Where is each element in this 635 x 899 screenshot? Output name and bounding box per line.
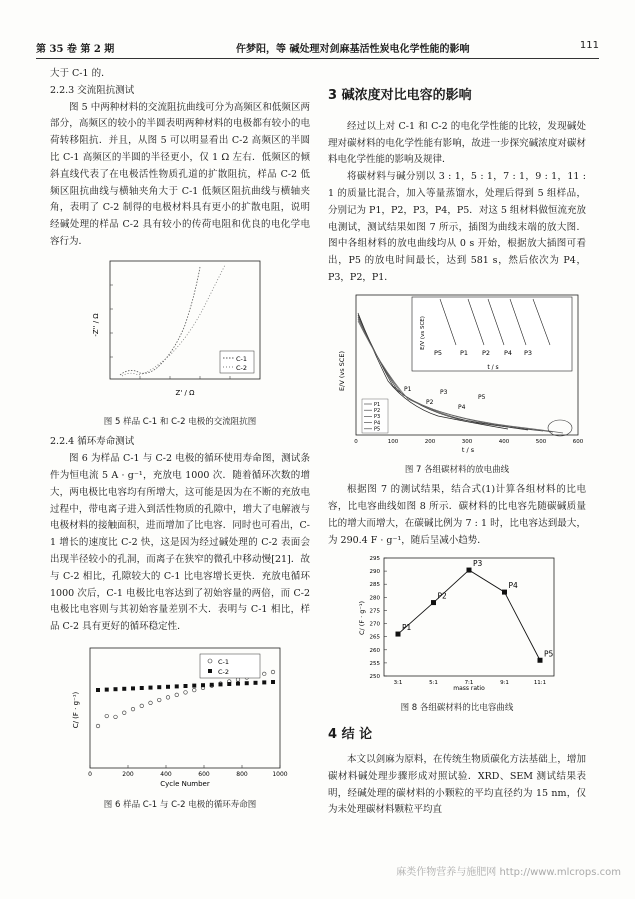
inset-label: P1 <box>460 348 469 357</box>
legend-label: P5 <box>374 426 381 433</box>
inset-label: P2 <box>482 348 491 357</box>
x-axis-label: Cycle Number <box>160 779 210 788</box>
x-tick-label: 800 <box>236 770 248 778</box>
c1-marker <box>166 695 170 699</box>
x-tick-label: 600 <box>572 438 584 445</box>
x-tick-label: 100 <box>387 438 399 445</box>
c1-marker <box>184 691 188 695</box>
paragraph: 根据图 7 的测试结果，结合式(1)计算各组材料的比电容，比电容曲线如图 8 所示．碳材料的比电容先随碳碱质量比的增大而增大，在碳碱比例为 7 : 1 时，比电容达到最大，为 290.4 F · g⁻¹，随后呈减小趋势． <box>328 484 586 546</box>
legend-label: P4 <box>374 420 381 427</box>
x-tick-label: 400 <box>160 770 172 778</box>
x-tick-label: 300 <box>461 438 473 445</box>
inset-y-label: E/V (vs SCE) <box>420 315 426 350</box>
x-tick-label: 0 <box>354 438 358 445</box>
curve-label: P3 <box>440 388 448 396</box>
legend-c1: C-1 <box>236 354 248 363</box>
c2-marker <box>262 680 266 684</box>
c2-marker <box>157 685 161 689</box>
x-tick-label: 400 <box>498 438 510 445</box>
impedance-plot <box>50 255 310 405</box>
point-label: P5 <box>544 648 554 658</box>
c2-marker <box>219 682 223 686</box>
x-tick-label: 200 <box>122 770 134 778</box>
inset-label: P5 <box>434 348 443 357</box>
x-tick-label: 5:1 <box>429 679 438 686</box>
c2-marker <box>210 683 214 687</box>
x-tick-label: 0 <box>88 770 92 778</box>
c1-marker <box>149 701 153 705</box>
c2-marker <box>96 688 100 692</box>
figure-5 <box>50 255 310 431</box>
paragraph: 图 5 中两种材料的交流阻抗曲线可分为高频区和低频区两部分，高频区的较小的半圆表明两种材料的电极都有较小的电荷转移阻抗．并且，从图 5 可以明显看出 C-2 高频区的半圆比 C-1 高频区的半圆的半径更小，仅 1 Ω 左右．低频区的倾斜直线代表了在电极活性物质孔道的扩散阻抗，样品 C-2 低频区阻抗曲线与横轴夹角大于 C-1 低频区阻抗曲线与横轴夹角，表明了 C-2 制得的电极材料具有更小的扩散电阻，说明经碱处理的样品 C-2 具有较小的传荷电阻和优良的电化学电容行为． <box>50 101 310 247</box>
c1-marker <box>122 711 126 715</box>
figure-6 <box>50 640 310 814</box>
y-tick-label: 265 <box>369 634 380 641</box>
x-tick-label: 600 <box>198 770 210 778</box>
paragraph: 将碳材料与碱分别以 3 : 1，5 : 1，7 : 1，9 : 1，11 : 1 的质量比混合，加入等量蒸馏水，处理后得到 5 组样品，分别记为 P1，P2，P3，P4，P5．对这 5 组材料做恒流充放电测试，测试结果如图 7 所示，插图为曲线末端的放大图．图中各组材料的放电曲线均从 0 s 开始，根据放大插图可看出，P5 的放电时间最长，达到 581 s，然后依次为 P4，P3，P2，P1． <box>328 171 586 283</box>
data-point <box>396 631 401 636</box>
c2-marker <box>254 681 258 685</box>
c1-marker <box>262 672 266 676</box>
running-title: 仵梦阳，等 碱处理对剑麻基活性炭电化学性能的影响 <box>236 44 470 55</box>
c2-marker <box>131 686 135 690</box>
x-tick-label: 200 <box>424 438 436 445</box>
c2-marker <box>105 688 109 692</box>
x-tick-label: 9:1 <box>500 679 509 686</box>
inset-label: P4 <box>504 348 513 357</box>
x-tick-label: 3:1 <box>393 679 403 686</box>
issue-label: 第 35 卷 第 2 期 <box>36 44 115 55</box>
section-heading: 3 碱浓度对比电容的影响 <box>328 88 472 103</box>
point-label: P1 <box>402 622 412 632</box>
curve-label: P2 <box>426 398 434 406</box>
x-tick-label: 7:1 <box>464 679 474 686</box>
c1-marker <box>140 704 144 708</box>
c1-marker <box>114 715 118 719</box>
paragraph: 图 6 为样品 C-1 与 C-2 电极的循环使用寿命图，测试条件为恒电流 5 A · g⁻¹，充放电 1000 次．随着循环次数的增大，两电极比电容均有所增大，这可能是因为在不断的充放电过程中，带电离子进入到活性物质的孔隙中，增大了电解液与电极材料的接触面积，进而增加了比电容．同时也可看出，C-1 增长的速度比 C-2 快，这是因为经过碱处理的 C-2 表面会出现半径较小的孔洞，而离子在狭窄的微孔中移动慢[21]．故与 C-2 相比，孔隙较大的 C-1 比电容增长更快．充放电循环 1000 次后，C-1 电极比电容达到了初始容量的两倍，而 C-2 电极比电容则与其初始容量差别不大．表明与 C-1 相比，样品 C-2 具有更好的循环稳定性． <box>50 453 310 633</box>
y-axis-label: C/ (F · g⁻¹) <box>358 600 366 635</box>
curve-label: P1 <box>404 385 412 393</box>
c2-marker <box>245 681 249 685</box>
figure-5-caption: 图 5 样品 C-1 和 C-2 电极的交流阻抗图 <box>103 416 257 427</box>
data-point <box>502 589 507 594</box>
watermark: 麻类作物营养与施肥网 http://www.mlcrops.com <box>396 867 621 878</box>
c2-marker <box>192 684 196 688</box>
page-number: 111 <box>579 40 599 51</box>
x-axis-label: t / s <box>461 445 475 453</box>
c1-marker <box>105 714 109 718</box>
c1-marker <box>131 707 135 711</box>
x-tick-label: 1000 <box>272 770 288 778</box>
c2-marker <box>227 682 231 686</box>
y-tick-label: 275 <box>369 607 380 614</box>
legend-label: P3 <box>374 413 381 420</box>
legend-c2: C-2 <box>236 363 248 372</box>
c1-marker <box>271 670 275 674</box>
data-point <box>467 567 472 572</box>
y-axis-label: -Z'' / Ω <box>92 313 100 337</box>
c1-marker <box>175 693 179 697</box>
inset-label: P3 <box>524 348 533 357</box>
y-tick-label: 290 <box>369 568 380 575</box>
series-c1-curve <box>120 267 200 375</box>
curve-label: P4 <box>458 403 466 411</box>
y-tick-label: 285 <box>369 581 380 588</box>
point-label: P2 <box>437 591 447 601</box>
legend-c1: C-1 <box>218 657 230 666</box>
cycle-life-plot <box>50 640 310 788</box>
data-point <box>431 600 436 605</box>
c2-marker <box>236 682 240 686</box>
x-tick-label: 11:1 <box>533 679 547 686</box>
x-axis-label: mass ratio <box>453 684 485 692</box>
series-c2-curve <box>122 265 225 376</box>
c2-marker <box>140 686 144 690</box>
c2-marker <box>175 684 179 688</box>
figure-7 <box>328 291 586 479</box>
c2-marker <box>149 686 153 690</box>
figure-6-caption: 图 6 样品 C-1 与 C-2 电极的循环寿命图 <box>103 799 257 810</box>
figure-7-caption: 图 7 各组碳材料的放电曲线 <box>404 464 510 475</box>
figure-8 <box>328 554 586 718</box>
y-tick-label: 255 <box>369 660 380 667</box>
figure-8-caption: 图 8 各组碳材料的比电容曲线 <box>400 703 514 714</box>
y-axis-label: E/V (vs SCE) <box>338 350 346 391</box>
inset-x-label: t / s <box>487 363 499 371</box>
c1-marker <box>192 688 196 692</box>
data-point <box>538 657 543 662</box>
series-line <box>398 570 540 660</box>
c2-marker <box>184 684 188 688</box>
c2-marker <box>166 685 170 689</box>
specific-capacitance-chart <box>328 554 586 692</box>
c2-marker <box>122 687 126 691</box>
point-label: P4 <box>508 580 518 590</box>
y-tick-label: 250 <box>369 673 380 680</box>
header-rule <box>36 58 599 59</box>
section-heading: 4 结 论 <box>328 727 373 743</box>
legend-c2: C-2 <box>218 667 230 676</box>
inset-frame <box>412 297 572 371</box>
paragraph: 本文以剑麻为原料，在传统生物质碳化方法基础上，增加碳材料碱处理步骤形成对照试验．XRD、SEM 测试结果表明，经碱处理的碳材料的小颗粒的平均直径约为 15 nm，仅为未处理碳材料颗粒平均直 <box>328 753 586 816</box>
curve-label: P5 <box>478 393 486 401</box>
x-tick-label: 500 <box>535 438 547 445</box>
subsection-heading: 2.2.4 循环寿命测试 <box>50 436 135 448</box>
y-tick-label: 260 <box>369 647 380 654</box>
c1-marker <box>96 724 100 728</box>
c1-marker <box>236 678 240 682</box>
legend-label: P2 <box>374 407 381 414</box>
right-column <box>328 86 586 819</box>
c2-marker <box>271 680 275 684</box>
y-tick-label: 280 <box>369 594 380 601</box>
point-label: P3 <box>473 558 483 568</box>
subsection-heading: 2.2.3 交流阻抗测试 <box>50 84 135 96</box>
c2-marker <box>114 687 118 691</box>
x-axis-label: Z' / Ω <box>175 388 195 397</box>
paragraph: 大于 C-1 的． <box>50 68 111 79</box>
left-column <box>50 66 310 818</box>
running-header <box>36 40 599 58</box>
c2-marker <box>201 683 205 687</box>
discharge-plot <box>328 291 586 453</box>
legend-label: P1 <box>374 401 381 408</box>
y-tick-label: 270 <box>369 621 380 628</box>
y-tick-label: 295 <box>369 555 380 562</box>
c1-marker <box>157 698 161 702</box>
paragraph: 经过以上对 C-1 和 C-2 的电化学性能的比较，发现碱处理对碳材料的电化学性能有影响，故进一步探究碱浓度对碳材料电化学性能的影响及规律． <box>328 120 586 166</box>
y-axis-label: C/ (F · g⁻¹) <box>72 691 80 729</box>
